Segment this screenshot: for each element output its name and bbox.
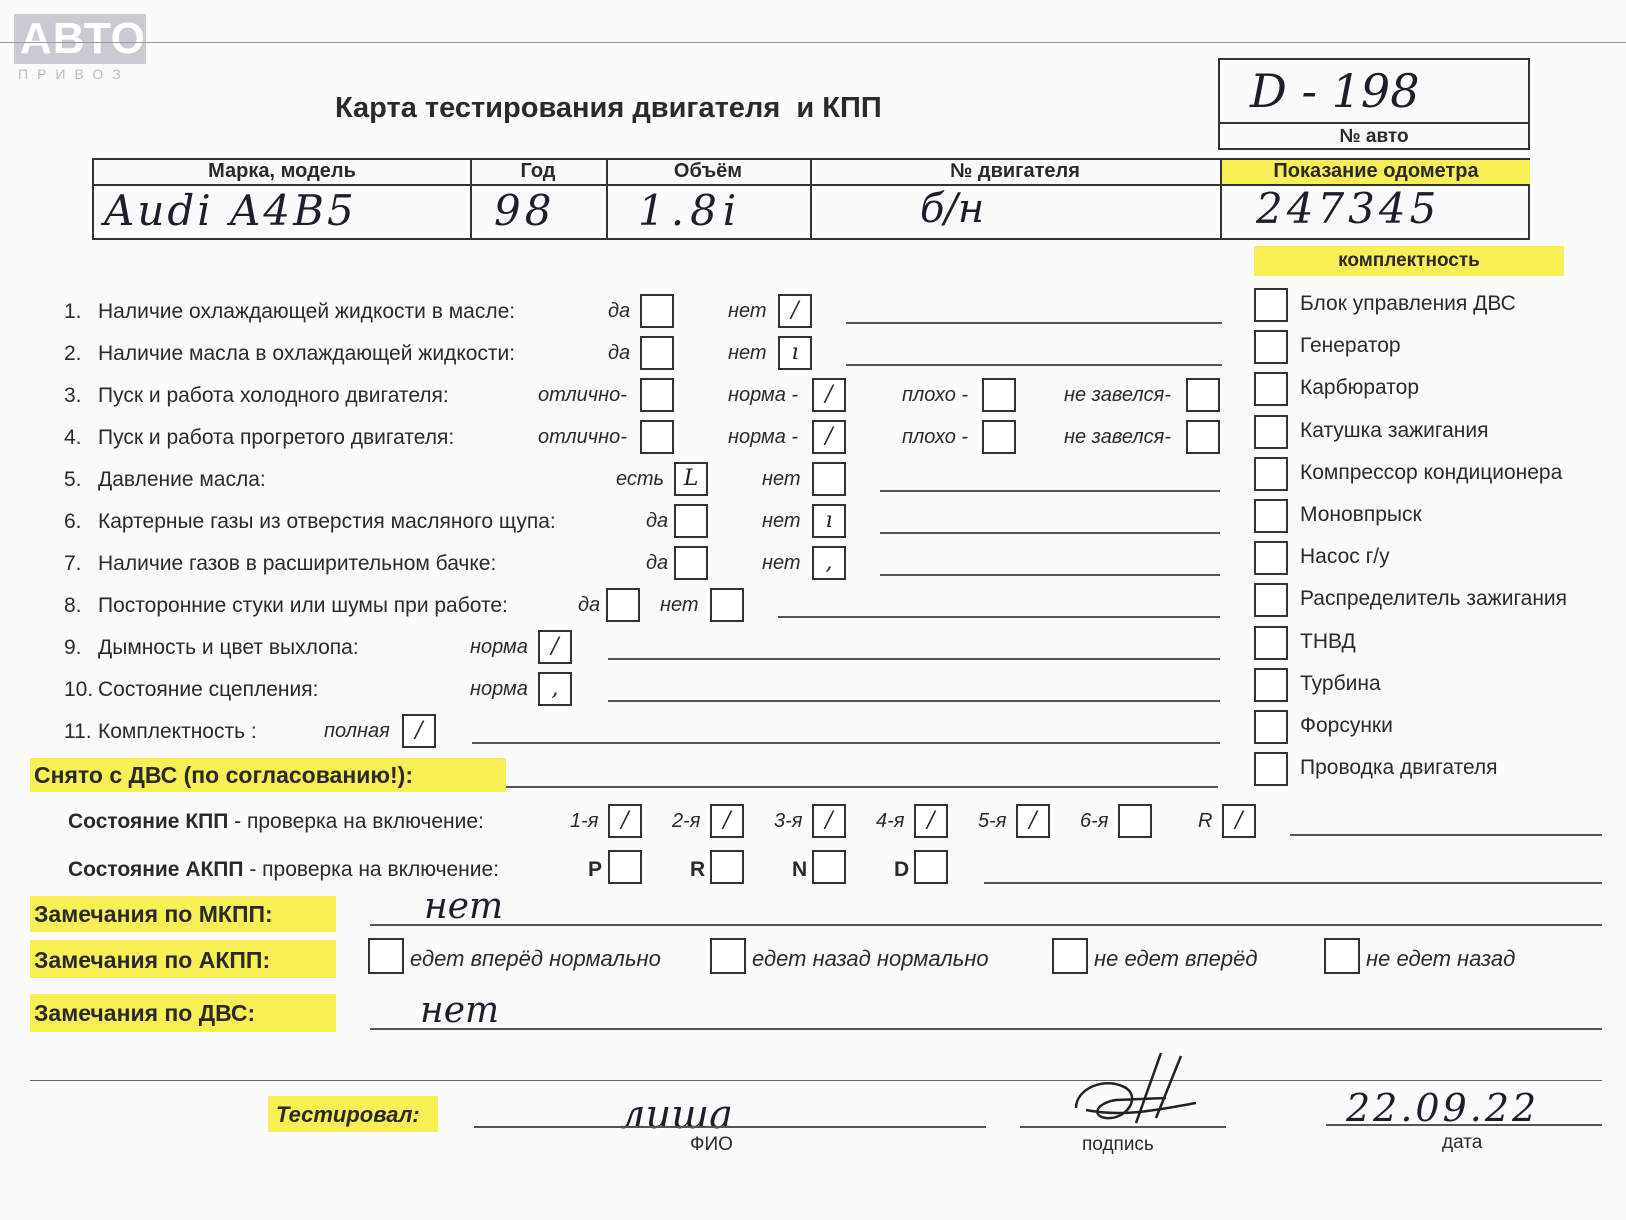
item-number: 11. [64,720,92,743]
completeness-checkbox[interactable] [1254,752,1288,786]
dvs-value: нет [420,990,500,1031]
completeness-checkbox[interactable] [1254,583,1288,617]
option-label: да [608,300,631,322]
item-text: Наличие масла в охлаждающей жидкости: [98,342,516,365]
kpp-gear-label: 6-я [1080,810,1109,832]
option-label: плохо - [902,426,969,448]
option-label: нет [762,510,801,532]
item-text: Пуск и работа холодного двигателя: [98,384,449,407]
akpp-remark-label: едет назад нормально [752,946,989,971]
completeness-item-label: Турбина [1300,671,1381,695]
akpp-remark-checkbox[interactable] [1324,938,1360,974]
option-label: норма [470,678,528,700]
option-label: отлично- [538,426,627,448]
kpp-label-bold: Состояние КПП [68,810,229,833]
signature [1066,1048,1206,1130]
akpp-gear-label: D [894,858,910,881]
fio-line [474,1126,986,1128]
item-text: Картерные газы из отверстия масляного щупа: [98,510,556,533]
option-label: отлично- [538,384,627,406]
sign-label: подпись [1082,1134,1154,1155]
option-label: нет [660,594,699,616]
item-number: 10. [64,678,94,701]
akpp-gear-checkbox[interactable] [710,850,744,884]
year-value: 98 [494,186,556,235]
item-notes-line [778,616,1220,618]
akpp-remark-label: не едет назад [1366,946,1516,971]
akpp-label-bold: Состояние АКПП [68,858,244,881]
akpp-remark-label: не едет вперёд [1094,946,1258,971]
kpp-gear-label: 4-я [876,810,905,832]
completeness-checkbox[interactable] [1254,415,1288,449]
akpp-gear-label: R [690,858,706,881]
option-checkbox[interactable]: / [812,378,846,412]
option-checkbox[interactable]: ı [778,336,812,370]
item-number: 2. [64,342,82,365]
kpp-gear-checkbox[interactable]: / [1016,804,1050,838]
option-checkbox[interactable] [674,504,708,538]
item-number: 7. [64,552,82,575]
kpp-gear-checkbox[interactable]: / [608,804,642,838]
option-label: норма - [728,426,799,448]
akpp-gear-label: N [792,858,808,881]
item-text: Пуск и работа прогретого двигателя: [98,426,455,449]
kpp-label [68,810,484,834]
completeness-item-label: Компрессор кондиционера [1300,460,1563,484]
option-checkbox[interactable] [1186,420,1220,454]
completeness-item-label: Форсунки [1300,714,1393,737]
car-number-divider [1220,122,1528,124]
option-label: есть [616,468,665,490]
option-checkbox[interactable] [1186,378,1220,412]
option-checkbox[interactable] [640,378,674,412]
item-notes-line [880,532,1220,534]
option-label: да [646,552,669,574]
kpp-line [1290,834,1602,836]
akpp-label-rest: - проверка на включение: [243,858,500,881]
akpp-remark-checkbox[interactable] [710,938,746,974]
completeness-checkbox[interactable] [1254,668,1288,702]
odometer-header: Показание одометра [1273,160,1479,182]
akpp-remark-label: едет вперёд нормально [410,946,661,971]
option-label: норма [470,636,528,658]
completeness-item-label: Моновпрыск [1300,503,1422,526]
completeness-checkbox[interactable] [1254,288,1288,322]
option-checkbox[interactable]: / [778,294,812,328]
option-checkbox[interactable] [640,420,674,454]
option-label: нет [762,468,801,490]
item-notes-line [608,700,1220,702]
akpp-remark-checkbox[interactable] [1052,938,1088,974]
completeness-item-label: Проводка двигателя [1300,756,1498,780]
item-notes-line [608,658,1220,660]
kpp-gear-checkbox[interactable]: / [914,804,948,838]
completeness-item-label: Насос г/у [1300,545,1390,569]
completeness-item-label: Катушка зажигания [1300,418,1489,442]
year-header: Год [520,160,556,182]
option-label: да [608,342,631,364]
option-label: нет [728,342,767,364]
completeness-checkbox[interactable] [1254,541,1288,575]
option-label: да [578,594,601,616]
page-title: Карта тестирования двигателя и КПП [335,92,882,124]
item-notes-line [846,364,1222,366]
option-checkbox[interactable] [640,336,674,370]
item-text: Дымность и цвет выхлопа: [98,636,359,659]
logo [14,14,146,84]
item-text: Посторонние стуки или шумы при работе: [98,594,508,617]
engine-value: б/н [920,186,985,232]
bottom-rule [30,1080,1602,1081]
kpp-gear-label: 3-я [774,810,803,832]
kpp-gear-checkbox[interactable]: / [812,804,846,838]
option-checkbox[interactable]: L [674,462,708,496]
akpp-label [68,858,499,882]
completeness-checkbox[interactable] [1254,457,1288,491]
option-checkbox[interactable] [710,588,744,622]
option-checkbox[interactable] [812,462,846,496]
completeness-checkbox[interactable] [1254,499,1288,533]
option-checkbox[interactable]: / [538,630,572,664]
option-checkbox[interactable] [982,420,1016,454]
kpp-gear-checkbox[interactable] [1118,804,1152,838]
item-number: 8. [64,594,82,617]
mkpp-value: нет [424,886,504,927]
option-label: нет [762,552,801,574]
kpp-gear-label: 5-я [978,810,1007,832]
option-checkbox[interactable]: / [402,714,436,748]
logo-sub: ПРИВОЗ [18,66,130,82]
kpp-gear-label: 2-я [672,810,701,832]
option-checkbox[interactable]: , [538,672,572,706]
completeness-item-label: Блок управления ДВС [1300,292,1516,315]
option-label: не завелся- [1064,384,1171,406]
completeness-checkbox[interactable] [1254,626,1288,660]
akpp-gear-checkbox[interactable] [608,850,642,884]
item-notes-line [846,322,1222,324]
volume-value: 1.8i [638,186,743,235]
mkpp-line [370,924,1602,926]
kpp-gear-checkbox[interactable]: / [710,804,744,838]
kpp-gear-label: 1-я [570,810,599,832]
option-checkbox[interactable]: , [812,546,846,580]
dvs-line [370,1028,1602,1030]
completeness-item-label: Генератор [1300,334,1401,358]
option-label: норма - [728,384,799,406]
akpp-remarks-label: Замечания по АКПП: [34,947,271,973]
kpp-gear-label: R [1198,810,1213,832]
item-notes-line [880,574,1220,576]
completeness-title: комплектность [1338,250,1480,271]
item-number: 4. [64,426,82,449]
item-number: 6. [64,510,82,533]
date-label: дата [1442,1132,1483,1153]
item-text: Наличие охлаждающей жидкости в масле: [98,300,516,323]
option-checkbox[interactable]: ı [812,504,846,538]
option-label: плохо - [902,384,969,406]
item-notes-line [880,490,1220,492]
option-label: не завелся- [1064,426,1171,448]
item-number: 3. [64,384,82,407]
completeness-checkbox[interactable] [1254,372,1288,406]
option-checkbox[interactable]: / [812,420,846,454]
item-number: 5. [64,468,82,491]
option-checkbox[interactable] [674,546,708,580]
header-table [92,158,1530,240]
option-label: да [646,510,669,532]
akpp-gear-checkbox[interactable] [812,850,846,884]
odometer-value: 247345 [1256,184,1441,233]
akpp-gear-checkbox[interactable] [914,850,948,884]
item-text: Наличие газов в расширительном бачке: [98,552,497,575]
item-number: 9. [64,636,82,659]
item-text: Состояние сцепления: [98,678,319,701]
tested-label: Тестировал: [276,1102,420,1127]
car-number-box [1218,58,1530,150]
completeness-item-label: ТНВД [1300,629,1356,653]
mkpp-label: Замечания по МКПП: [34,901,273,927]
option-checkbox[interactable] [640,294,674,328]
brand-value: Audi A4B5 [104,186,357,235]
item-text: Давление масла: [98,468,266,491]
date-value: 22.09.22 [1346,1086,1540,1130]
sign-line [1020,1126,1226,1128]
akpp-remark-checkbox[interactable] [368,938,404,974]
completeness-item-label: Карбюратор [1300,376,1420,400]
option-label: нет [728,300,767,322]
logo-brand: АВТО [14,14,146,64]
date-line [1326,1124,1602,1126]
completeness-item-label: Распределитель зажигания [1300,587,1568,611]
item-notes-line [472,742,1220,744]
akpp-gear-label: P [588,858,603,881]
option-label: полная [324,720,390,742]
brand-header: Марка, модель [208,160,356,182]
completeness-checkbox[interactable] [1254,710,1288,744]
dvs-label: Замечания по ДВС: [34,1000,256,1026]
kpp-gear-checkbox[interactable]: / [1222,804,1256,838]
engine-header: № двигателя [950,160,1080,182]
top-rule [0,42,1626,43]
removed-label: Снято с ДВС (по согласованию!): [34,762,413,788]
car-number-label: № авто [1339,126,1409,147]
akpp-line [984,882,1602,884]
removed-line [506,786,1218,788]
fio-label: ФИО [690,1134,733,1155]
item-text: Комплектность : [98,720,257,743]
option-checkbox[interactable] [606,588,640,622]
car-number-value: D - 198 [1250,64,1420,118]
fio-value: лиша [620,1092,733,1138]
option-checkbox[interactable] [982,378,1016,412]
item-number: 1. [64,300,82,323]
kpp-label-rest: - проверка на включение: [228,810,484,833]
completeness-checkbox[interactable] [1254,330,1288,364]
volume-header: Объём [673,160,743,182]
